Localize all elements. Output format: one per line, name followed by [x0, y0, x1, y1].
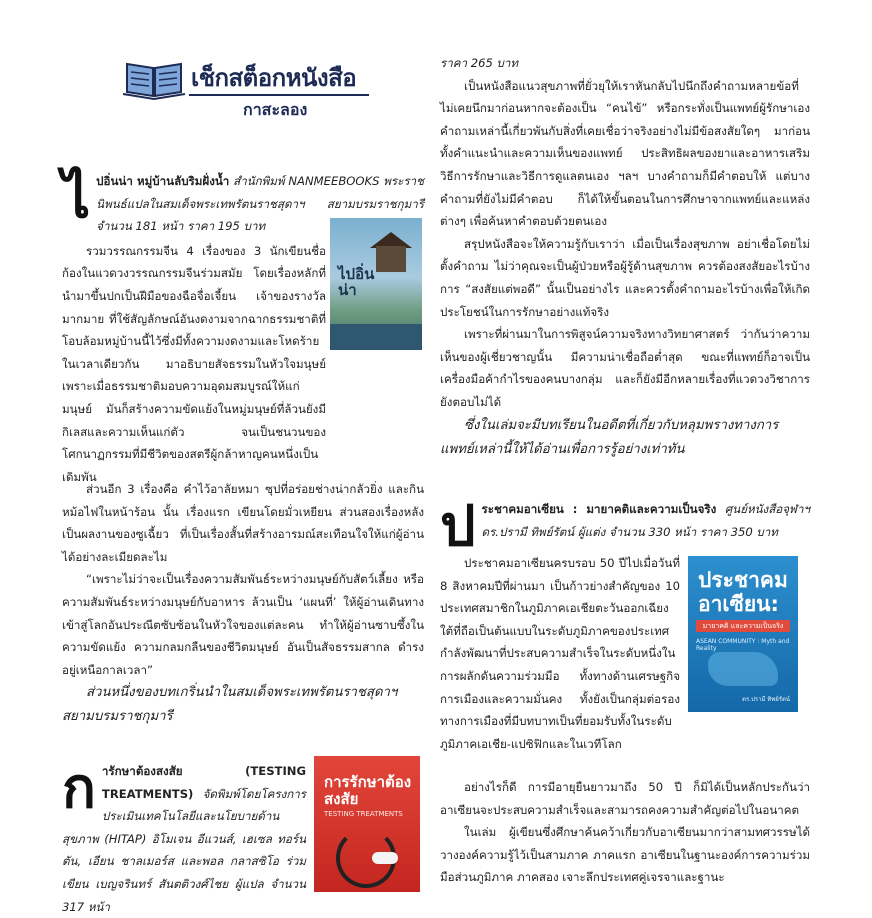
article-title: ปอิ่นน่า หมู่บ้านลับริมฝั่งน้ำ: [96, 174, 230, 188]
section-header: [123, 52, 373, 120]
article-publisher: ศูนย์หนังสือจุฬาฯ ดร.ปรามี ทิพย์รัตน์ ผู้แต่ง จำนวน 330 หน้า ราคา 350 บาท: [481, 502, 810, 539]
cover-title: การรักษาต้องสงสัย: [324, 773, 412, 808]
header-divider: [189, 94, 369, 96]
article-testing-treatments: [62, 755, 306, 918]
river: [330, 324, 422, 350]
article-publisher: สำนักพิมพ์ NANMEEBOOKS พระราชนิพนธ์แปลในสมเด็จพระเทพรัตนราชสุดาฯ สยามบรมราชกุมารี จำนวน 181 หน้า ราคา 195 บาท: [96, 174, 424, 234]
article-asean-body: [440, 552, 680, 755]
article-title: ารักษาต้องสงสัย (TESTING TREATMENTS): [101, 764, 306, 801]
house: [376, 246, 406, 272]
article-paragraph: รวมวรรณกรรมจีน 4 เรื่องของ 3 นักเขียนชื่อก้องในแวดวงวรรณกรรมจีนร่วมสมัย โดยเรื่องหลักที่นำมาขึ้นปกเป็นฝีมือของฉือจื่อเจี้ยน เจ้าของรางวัลมากมาย ที่ใช้สัญลักษณ์อันงดงามจากฉากธรรมชาติที่โอบล้อมหมู่บ้านนี้ไว้ซึ่งมีทั้งความงดงามและโหดร้ายในเวลาเดียวกัน มาอธิบายสัจธรรมในหัวใจมนุษย์ เพราะเมื่อธรรมชาติมอบความอุดมสมบูรณ์ให้แก่มนุษย์ มันก็สร้างความขัดแย้งในหมู่มนุษย์ที่ล้วนยังมีกิเลสและความเห็นแก่ตัว จนเป็นชนวนของโศกนาฏกรรมที่มีชีวิตของสตรีผู้กล้าหาญคนหนึ่งเป็นเดิมพัน: [62, 243, 326, 484]
article-paragraph: สรุปหนังสือจะให้ความรู้กับเราว่า เมื่อเป็นเรื่องสุขภาพ อย่าเชื่อโดยไม่ตั้งคำถาม ไม่ว่าคุณจะเป็นผู้ป่วยหรือผู้รู้ด้านสุขภาพ ควรต้องสงสัยอะไรบ้าง การ “สงสัยแต่พอดี” นั้นเป็นอย่างไร และควรตั้งคำถามอะไรบ้างเพื่อให้เกิดประโยชน์ในการรักษาอย่างแท้จริง: [440, 236, 810, 319]
cover-english-title: ASEAN COMMUNITY : Myth and Reality: [696, 638, 790, 652]
article-paragraph: ส่วนอีก 3 เรื่องคือ คำไว้อาลัยหมา ซุปที่อร่อยช่างน่ากลัวยิ่ง และกินหม้อไฟในหน้าร้อน นั้น เรื่องแรก เขียนโดยมั่วเหยียน ส่วนสองเรื่องหลัง เป็นผลงานของซูเฉี้ยว ที่เป็นเรื่องสั้นที่สร้างอารมณ์สะเทือนใจให้แก่ผู้อ่านได้อย่างละเมียดละไม: [62, 482, 424, 564]
article-quote-source: ส่วนหนึ่งของบทเกริ่นนำในสมเด็จพระเทพรัตนราชสุดาฯ สยามบรมราชกุมารี: [62, 685, 398, 725]
cover-subtitle: TESTING TREATMENTS: [324, 810, 403, 818]
book-cover-testing-treatments: [314, 756, 420, 892]
cover-title: ไปอิ่นน่า: [338, 265, 375, 299]
article-paragraph: ในเล่ม ผู้เขียนซึ่งศึกษาค้นคว้าเกี่ยวกับอาเซียนมากว่าสามทศวรรษได้วางองค์ความรู้ไว้เป็นสามภาค ภาคแรก อาเซียนในฐานะองค์การความร่วมมือส่วนภูมิภาค ภาคสอง เจาะลึกประเทศคู่เจรจาและฐานะ: [440, 825, 810, 885]
article-paragraph: ประชาคมอาเซียนครบรอบ 50 ปีไปเมื่อวันที่ 8 สิงหาคมปีที่ผ่านมา เป็นก้าวย่างสำคัญของ 10 ประเทศสมาชิกในภูมิภาคเอเชียตะวันออกเฉียงใต้ที่ถือเป็นต้นแบบในระดับภูมิภาคของประเทศกำลังพัฒนาที่ประสบความสำเร็จในระดับหนึ่งในการผลักดันความร่วมมือ ทั้งทางด้านเศรษฐกิจ การเมืองและความมั่นคง ทั้งยังเป็นกลุ่มต่อรองทางการเมืองที่มีบทบาทเป็นที่ยอมรับทั้งในระดับภูมิภาคเอเชีย-แปซิฟิกและในเวทีโลก: [440, 556, 680, 751]
cover-subtitle: มายาคติ และความเป็นจริง: [696, 620, 790, 632]
article-testing-treatments-cont: [440, 52, 810, 462]
article-asean: [440, 493, 810, 559]
pill-icon: [372, 852, 398, 864]
article-paragraph: เป็นหนังสือแนวสุขภาพที่ยั่วยุให้เราหันกลับไปนึกถึงคำถามหลายข้อที่ไม่เคยนึกมาก่อนหากจะต้องเป็น “คนไข้” หรือกระทั่งเป็นแพทย์ผู้รักษาเอง คำถามเหล่านี้เกี่ยวพันกับสิ่งที่เคยเชื่อว่าจริงอย่างไม่มีข้อสงสัยใดๆ มาก่อน ทั้งคำแนะนำและความเห็นของแพทย์ ประสิทธิผลของยาและอาหารเสริม วิธีการรักษาและวิธีการดูแลตนเอง ฯลฯ บางคำถามก็มีคำตอบให้ แต่บางคำถามที่ยังไม่มีคำตอบ ก็ได้ให้ขั้นตอนในการศึกษาจากแพทย์และแหล่งต่างๆ เพื่อค้นหาคำตอบด้วยตนเอง: [440, 78, 810, 229]
book-cover-asean: [688, 556, 798, 712]
book-price: ราคา 265 บาท: [440, 56, 519, 70]
article-publisher: จัดพิมพ์โดยโครงการประเมินเทคโนโลยีและนโยบายด้านสุขภาพ (HITAP) อิโมเจน อีแวนส์, เฮเซล ทอร์นตัน, เอียน ชาลเมอร์ส และพอล กลาสซิโอ ร่วมเขียน เบญจรินทร์ สันตติวงศ์ไชย ผู้แปล จำนวน 317 หน้า: [62, 786, 306, 914]
section-title: เช็กสต็อกหนังสือ: [191, 64, 357, 92]
article-paragraph: อย่างไรก็ดี การมีอายุยืนยาวมาถึง 50 ปี ก็มิได้เป็นหลักประกันว่าอาเซียนจะประสบความสำเร็จและสามารถคงความสำคัญต่อไปในอนาคต: [440, 780, 810, 817]
cover-author: ดร.ปรามี ทิพย์รัตน์: [742, 696, 790, 703]
dropcap: ก: [62, 755, 96, 821]
article-paragraph: เพราะที่ผ่านมาในการพิสูจน์ความจริงทางวิทยาศาสตร์ ว่ากันว่าความเห็นของผู้เชี่ยวชาญนั้น มีความน่าเชื่อถือต่ำสุด ขณะที่แพทย์ก็อาจเป็นเครื่องมือค้ากำไรของคนบางกลุ่ม และก็ยังมีอีกหลายเรื่องที่แวดวงวิชาการยังตอบไม่ได้: [440, 327, 810, 409]
article-quote: “เพราะไม่ว่าจะเป็นเรื่องความสัมพันธ์ระหว่างมนุษย์กับสัตว์เลี้ยง หรือความสัมพันธ์ระหว่างมนุษย์กับอาหาร ล้วนเป็น ‘แผนที่’ ให้ผู้อ่านเดินทางเข้าสู่โลกอันประณีตซับซ้อนในหัวใจของแต่ละคน ทำให้ผู้อ่านซาบซึ้งในความขัดแย้ง ความกลมกลืนของชีวิตมนุษย์ อันเป็นสัจธรรมสากล ดำรงอยู่เหนือกาลเวลา”: [62, 572, 424, 677]
book-cover-ban-in-na: [330, 218, 422, 350]
article-ban-in-na-cont: [62, 478, 424, 729]
open-book-icon: [123, 56, 185, 100]
dropcap: ป: [440, 493, 476, 559]
article-conclusion: ซึ่งในเล่มจะมีบทเรียนในอดีตที่เกี่ยวกับหลุมพรางทางการแพทย์เหล่านี้ให้ได้อ่านเพื่อการรู้อย่างเท่าทัน: [440, 417, 779, 457]
map-graphic: [708, 652, 778, 686]
cover-title: ประชาคม อาเซียน:: [698, 568, 788, 616]
section-author: กาสะลอง: [243, 100, 308, 119]
dropcap: ไ: [62, 165, 91, 231]
article-title: ระชาคมอาเซียน : มายาคติและความเป็นจริง: [481, 502, 717, 516]
article-asean-cont: [440, 776, 810, 889]
